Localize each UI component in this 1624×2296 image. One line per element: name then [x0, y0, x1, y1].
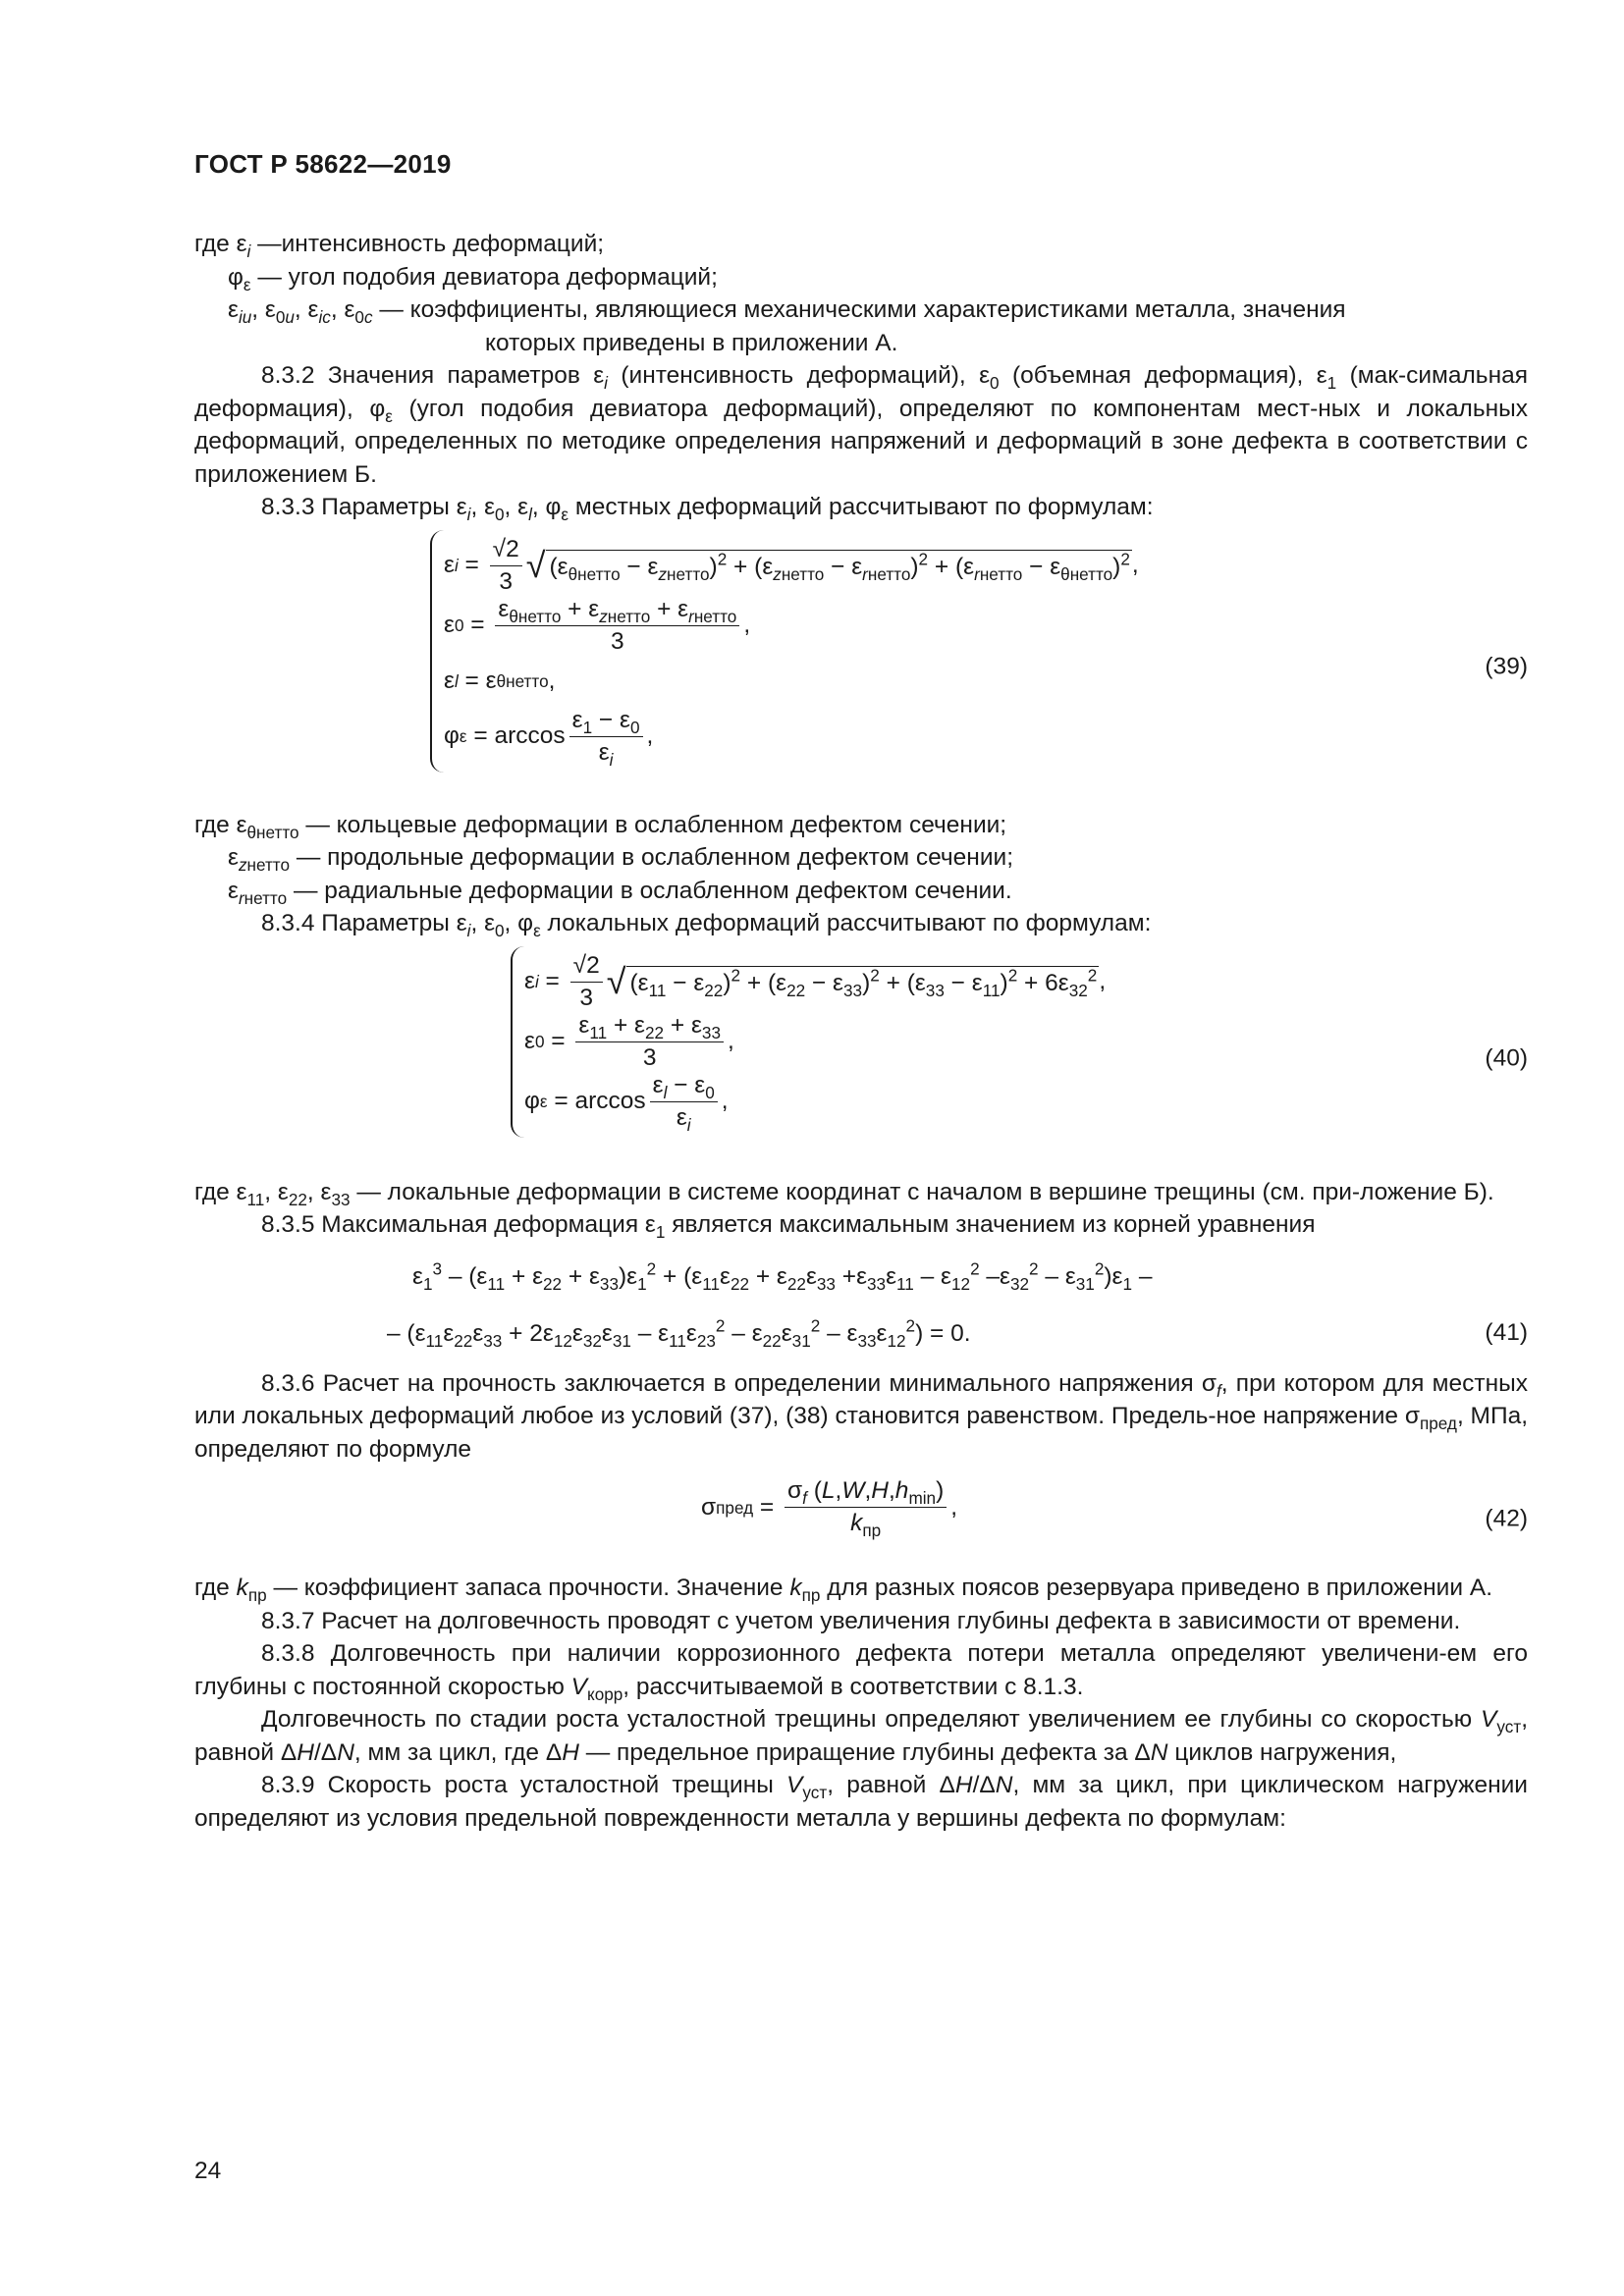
where-local: где $\varepsilon_{11}$, $\varepsilon_{22}$, $\varepsilon_{33}$ — локальные деформации в системе координат с началом в вершине трещины (см. при-ложение Б). [194, 1178, 1494, 1209]
where-phi: $\varphi_\varepsilon$ — угол подобия девиатора деформаций; [228, 263, 718, 294]
para-8-3-3: 8.3.3 Параметры $\varepsilon_i$, $\varepsilon_0$, $\varepsilon_l$, $\varphi_\varepsilon$ местных деформаций рассчитывают по формулам: [261, 494, 1154, 524]
where-netto-r: $\varepsilon_{rнетто}$ — радиальные деформации в ослабленном дефектом сечении. [228, 877, 1012, 908]
document-header: ГОСТ Р 58622—2019 [194, 149, 452, 179]
equation-40 [511, 946, 1528, 1170]
where-epsilon-i: где $\varepsilon_i$ —интенсивность деформаций; [194, 231, 605, 261]
para-8-3-7: 8.3.7 Расчет на долговечность проводят с учетом увеличения глубины дефекта в зависимости от времени. [261, 1607, 1461, 1634]
equation-number: (42) [1485, 1505, 1528, 1532]
para-fatigue: Долговечность по стадии роста усталостной трещины определяют увеличением ее глубины со скоростью $V_{уст}$, равной ΔH/ΔN, мм за цикл, где ΔH — предельное приращение глубины дефекта за ΔN циклов нагружения, [194, 1706, 1528, 1766]
para-8-3-6: 8.3.6 Расчет на прочность заключается в определении минимального напряжения $\sigma_f$, при котором для местных или локальных деформаций любое из условий (37), (38) становится равенством. Предель-ное напряжение $\sigma_{пред}$, МПа, определяют по формуле [194, 1369, 1529, 1463]
para-8-3-9: 8.3.9 Скорость роста усталостной трещины $V_{уст}$, равной ΔH/ΔN, мм за цикл, при циклическом нагружении определяют из условия предельной поврежденности металла у вершины дефекта по формулам: [194, 1772, 1528, 1832]
where-netto-z: $\varepsilon_{zнетто}$ — продольные деформации в ослабленном дефектом сечении; [228, 844, 1014, 875]
equation-39 [430, 530, 1528, 803]
para-8-3-2: 8.3.2 Значения параметров $\varepsilon_i$ (интенсивность деформаций), $\varepsilon_0$ (объемная деформация), $\varepsilon_1$ (мак-симальная деформация), $\varphi_\varepsilon$ (угол подобия девиатора деформаций), определяют по компонентам мест-ных и локальных деформаций, определенных по методике определения напряжений и деформаций в зоне дефекта в соответствии с приложением Б. [194, 362, 1528, 488]
equation-system-39: ε i = $\frac{√2}{3}$ √ $(\varepsilon_{\theta нетто} - \varepsilon_{zнетто})^2 + (\varepsilon_{zнетто} - \varepsilon_{rнетто})^2 + (\varepsilon_{rнетто} - \varepsilon_{\theta нетто})^2$ , ε 0 = $\frac{\varepsilon_{\theta нетто} + \varepsilon_{zнетто} + \varepsilon_{rнетто}}{3}$ , ε l = ε θнетто , φ ε = arccos $\frac{\varepsilon_1 - \varepsilon_0}{\varepsilon_i}$ , [430, 530, 1139, 773]
para-8-3-5: 8.3.5 Максимальная деформация $\varepsilon_1$ является максимальным значением из корней уравнения [261, 1211, 1316, 1242]
equation-number: (41) [1485, 1319, 1528, 1346]
where-netto-theta: где $\varepsilon_{\theta нетто}$ — кольцевые деформации в ослабленном дефектом сечении; [194, 811, 1007, 842]
equation-system-40: ε i = $\frac{√2}{3}$ √ $(\varepsilon_{11} - \varepsilon_{22})^2 + (\varepsilon_{22} - \varepsilon_{33})^2 + (\varepsilon_{33} - \varepsilon_{11})^2 + 6\varepsilon_{32}^2$ , ε 0 = $\frac{\varepsilon_{11} + \varepsilon_{22} + \varepsilon_{33}}{3}$ , φ ε = arccos $\frac{\varepsilon_l - \varepsilon_0}{\varepsilon_i}$ , [511, 946, 1106, 1138]
equation-number: (39) [1485, 652, 1528, 679]
where-kpr: где $k_{пр}$ — коэффициент запаса прочности. Значение $k_{пр}$ для разных поясов резервуара приведено в приложении А. [194, 1575, 1493, 1605]
page-number: 24 [194, 2158, 222, 2184]
equation-41: $\varepsilon_1^3 - (\varepsilon_{11} + \varepsilon_{22} + \varepsilon_{33})\varepsilon_1^2 + (\varepsilon_{11}\varepsilon_{22} + \varepsilon_{22}\varepsilon_{33} +\varepsilon_{33}\varepsilon_{11} - \varepsilon_{12}^2$ $-\varepsilon_{32}^2 - \varepsilon_{31}^2)\varepsilon_1$ – – $(\varepsilon_{11}\varepsilon_{22}\varepsilon_{33} + 2\varepsilon_{12}\varepsilon_{32}\varepsilon_{31} - \varepsilon_{11}\varepsilon_{23}^2 - \varepsilon_{22}\varepsilon_{31}^2 - \varepsilon_{33}\varepsilon_{12}^2) = 0$. (41) [387, 1258, 1528, 1351]
para-8-3-4: 8.3.4 Параметры $\varepsilon_i$, $\varepsilon_0$, $\varphi_\varepsilon$ локальных деформаций рассчитывают по формулам: [261, 910, 1152, 940]
para-8-3-8: 8.3.8 Долговечность при наличии коррозионного дефекта потери металла определяют увеличени-ем его глубины с постоянной скоростью $V_{корр}$, рассчитываемой в соответствии с 8.1.3. [194, 1640, 1528, 1704]
equation-42: σ пред = $\frac{\sigma_f (L,W,H,h_{min})}{k_{пр}}$ , (42) [701, 1477, 1528, 1540]
equation-number: (40) [1485, 1043, 1528, 1071]
where-coeffs: $\varepsilon_{iu}$, $\varepsilon_{0u}$, $\varepsilon_{ic}$, $\varepsilon_{0c}$ — коэффициенты, являющиеся механическими характеристиками металла, значения которых приведены в приложении А. [228, 296, 1346, 356]
document-body [194, 228, 1528, 1835]
